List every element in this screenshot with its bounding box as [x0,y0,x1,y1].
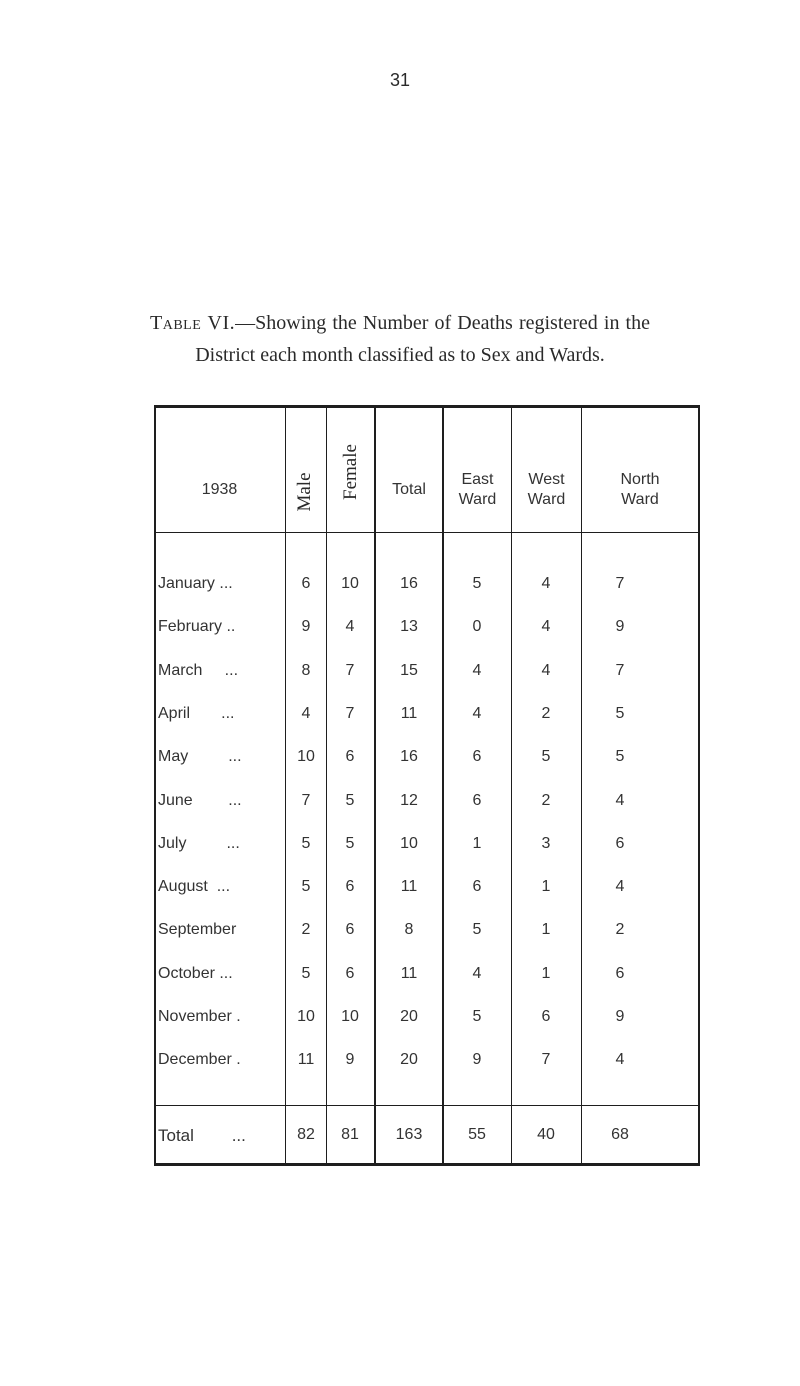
table-label: Table VI. [150,312,236,334]
cell-total: 11 [400,965,418,982]
cell-female: 5 [345,835,355,852]
cell-east: 0 [472,618,482,635]
month-label: January ... [158,575,233,592]
cell-west: 1 [541,878,551,895]
month-label: December . [158,1051,241,1068]
cell-north: 4 [615,878,625,895]
cell-female: 6 [345,965,355,982]
cell-male: 11 [297,1051,315,1068]
col-rule-3 [374,405,376,1166]
header-west-ward [512,470,581,510]
header-rule [154,532,700,533]
caption-text: —Showing the Number of Deaths registered in the District each month classified as to Sex and Wards. [195,312,650,366]
cell-north: 6 [615,835,625,852]
col-rule-1 [285,405,286,1166]
totals-label: Total ... [158,1126,246,1145]
totals-west: 40 [537,1126,555,1143]
cell-east: 6 [472,792,482,809]
cell-female: 6 [345,921,355,938]
cell-female: 5 [345,792,355,809]
cell-north: 9 [615,1008,625,1025]
bottom-rule [154,1163,700,1166]
month-label: April ... [158,705,235,722]
header-west-line2: Ward [527,491,566,508]
cell-male: 2 [301,921,311,938]
header-west-line1: West [528,471,565,488]
header-total: Total [392,481,426,498]
cell-west: 4 [541,618,551,635]
cell-north: 7 [615,662,625,679]
cell-north: 4 [615,792,625,809]
cell-total: 16 [400,575,418,592]
page-number: 31 [389,70,411,90]
cell-west: 2 [541,792,551,809]
month-label: May ... [158,748,242,765]
header-year: 1938 [201,481,238,498]
cell-west: 1 [541,965,551,982]
cell-male: 5 [301,965,311,982]
totals-north: 68 [611,1126,629,1143]
cell-west: 1 [541,921,551,938]
cell-east: 9 [472,1051,482,1068]
cell-east: 1 [472,835,482,852]
cell-east: 4 [472,705,482,722]
cell-female: 10 [341,1008,359,1025]
month-label: July ... [158,835,240,852]
totals-east: 55 [468,1126,486,1143]
cell-total: 11 [400,878,418,895]
cell-north: 9 [615,618,625,635]
header-east-line1: East [461,471,494,488]
deaths-table [150,400,700,1170]
cell-north: 4 [615,1051,625,1068]
cell-north: 5 [615,705,625,722]
cell-west: 6 [541,1008,551,1025]
month-label: March ... [158,662,239,679]
header-east-ward [444,470,511,510]
cell-east: 6 [472,748,482,765]
cell-female: 6 [345,878,355,895]
cell-west: 4 [541,662,551,679]
cell-total: 20 [400,1051,418,1068]
header-east-line2: Ward [458,491,497,508]
totals-rule [154,1105,700,1106]
month-label: September [158,921,237,938]
header-male: Male [294,472,315,512]
cell-male: 5 [301,878,311,895]
col-rule-6 [581,405,582,1166]
col-rule-5 [511,405,512,1166]
month-label: August ... [158,878,231,895]
cell-east: 4 [472,662,482,679]
cell-female: 6 [345,748,355,765]
cell-east: 5 [472,921,482,938]
cell-west: 5 [541,748,551,765]
cell-female: 7 [345,705,355,722]
month-label: November . [158,1008,241,1025]
left-rule [154,405,156,1166]
cell-total: 20 [400,1008,418,1025]
cell-female: 4 [345,618,355,635]
totals-total: 163 [395,1126,423,1143]
cell-total: 16 [400,748,418,765]
cell-north: 7 [615,575,625,592]
cell-total: 12 [400,792,418,809]
cell-female: 7 [345,662,355,679]
top-rule [154,405,700,408]
cell-male: 10 [297,1008,315,1025]
table-caption [150,307,650,371]
col-rule-2 [326,405,327,1166]
header-north-ward [582,470,698,510]
cell-west: 7 [541,1051,551,1068]
cell-east: 5 [472,1008,482,1025]
cell-west: 3 [541,835,551,852]
cell-west: 4 [541,575,551,592]
cell-east: 4 [472,965,482,982]
cell-total: 8 [404,921,414,938]
cell-north: 2 [615,921,625,938]
cell-male: 8 [301,662,311,679]
cell-west: 2 [541,705,551,722]
month-label: June ... [158,792,242,809]
cell-total: 15 [400,662,418,679]
cell-east: 5 [472,575,482,592]
cell-female: 10 [341,575,359,592]
cell-female: 9 [345,1051,355,1068]
cell-male: 5 [301,835,311,852]
cell-male: 6 [301,575,311,592]
col-rule-4 [442,405,444,1166]
totals-male: 82 [297,1126,315,1143]
cell-male: 7 [301,792,311,809]
totals-female: 81 [341,1126,359,1143]
header-north-line1: North [620,471,660,488]
header-female: Female [340,444,361,500]
cell-male: 4 [301,705,311,722]
cell-male: 10 [297,748,315,765]
month-label: February .. [158,618,236,635]
right-rule [698,405,700,1166]
cell-total: 10 [400,835,418,852]
cell-north: 5 [615,748,625,765]
cell-total: 13 [400,618,418,635]
cell-east: 6 [472,878,482,895]
month-label: October ... [158,965,233,982]
cell-total: 11 [400,705,418,722]
header-north-line2: Ward [621,491,659,508]
cell-north: 6 [615,965,625,982]
cell-male: 9 [301,618,311,635]
